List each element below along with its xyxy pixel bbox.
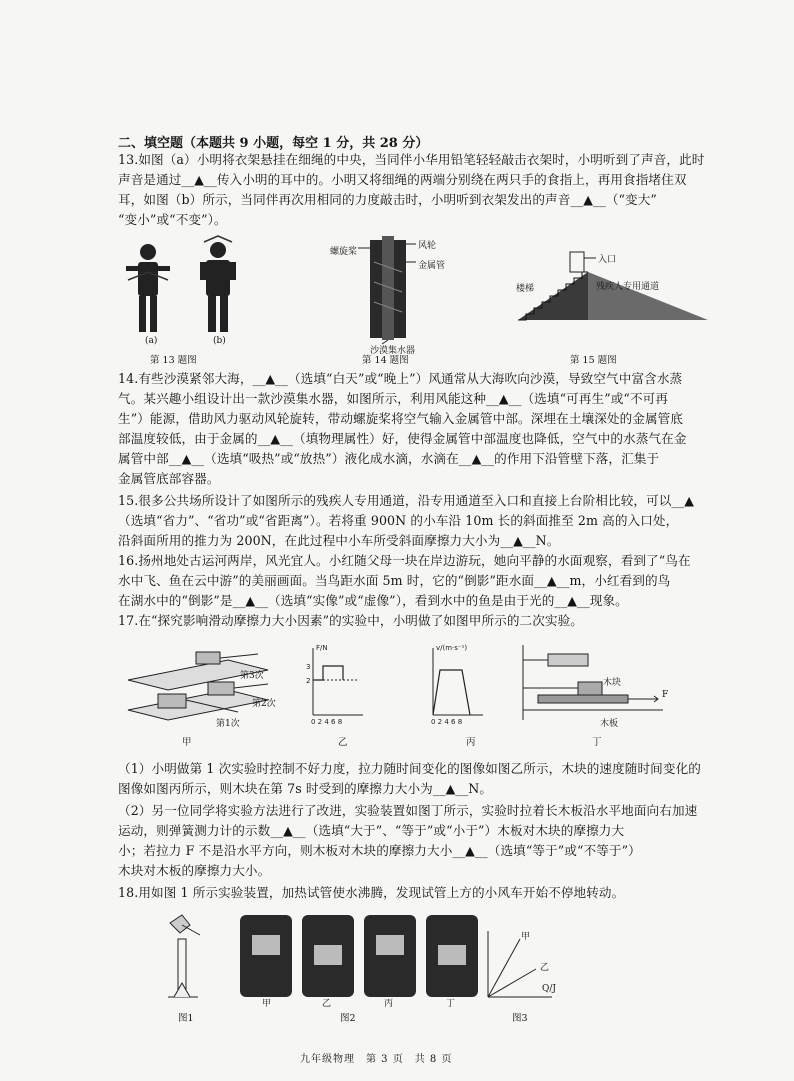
q14-line-1: 14.有些沙漠紧邻大海，__▲__（选填“白天”或“晚上”）风通常从大海吹向沙漠，导致空气中富含水蒸 [118, 371, 683, 386]
fig13-label-b: (b) [213, 336, 226, 346]
fig14-label-pipe: 金属管 [418, 261, 446, 271]
q17-p2-line-3: 小；若拉力 F 不是沿水平方向，则木板对木块的摩擦力大小__▲__（选填“等于”或“不等于”） [118, 843, 641, 858]
fig13-person-b [200, 236, 236, 332]
q14-line-5: 属管中部__▲__（选填“吸热”或“放热”）液化成水滴，水滴在__▲__的作用下沿管壁下落，汇集于 [118, 451, 660, 466]
fig14-label-wheel: 风轮 [418, 241, 437, 251]
svg-text:2: 2 [306, 677, 311, 685]
q14-line-2: 气。某兴趣小组设计出一款沙漠集水器，如图所示，利用风能这种__▲__（选填“可再生”或“不可再 [118, 391, 669, 406]
fig18-stroke-bing: 丙 [384, 999, 394, 1009]
fig17-jia-setup [128, 652, 268, 720]
fig17-bing-graph [431, 644, 483, 726]
q17-p2-line-1: （2）另一位同学将实验方法进行了改进，实验装置如图丁所示，实验时拉着长木板沿水平地面向右加速 [118, 803, 698, 818]
fig18-caption-1: 图1 [178, 1013, 194, 1024]
fig15-label-ramp: 残疾人专用通道 [596, 282, 660, 292]
fig15-caption: 第 15 题图 [570, 355, 617, 366]
q18-line-1: 18.用如图 1 所示实验装置，加热试管使水沸腾，发现试管上方的小风车开始不停地转动。 [118, 885, 625, 900]
fig18-stroke-yi: 乙 [322, 999, 332, 1009]
q17-p2-line-4: 木块对木板的摩擦力大小。 [118, 863, 271, 878]
q14-line-3: 生”）能源，借助风力驱动风轮旋转，带动螺旋桨将空气输入金属管中部。深埋在土壤深处的金属管底 [118, 411, 684, 426]
q16-line-2: 水中飞、鱼在云中游”的美丽画面。当鸟距水面 5m 时，它的“倒影”距水面__▲__m，小红看到的鸟 [118, 573, 671, 588]
fig13-caption: 第 13 题图 [150, 355, 197, 366]
q14-line-6: 金属管底部容器。 [118, 471, 220, 486]
fig14-caption: 第 14 题图 [362, 355, 409, 366]
fig18-apparatus [168, 915, 200, 997]
q17-p1-line-2: 图像如图丙所示，则木块在第 7s 时受到的摩擦力大小为__▲__N。 [118, 781, 493, 796]
fig14-label-container: 沙漠集水器 [370, 346, 416, 356]
fig15-label-entrance: 入口 [598, 255, 617, 265]
figure-row-13-15 [118, 232, 718, 360]
q14-line-4: 部温度较低，由于金属的__▲__（填物理属性）好，使得金属管中部温度也降低，空气中的水蒸气在金 [118, 431, 687, 446]
svg-text:3: 3 [306, 663, 311, 671]
fig17-caption-jia: 甲 [182, 737, 192, 748]
q15-line-2: （选填“省力”、“省功”或“省距离”）。若将重 900N 的小车沿 10m 长的斜面推至 2m 高的入口处， [118, 513, 679, 528]
fig17-caption-yi: 乙 [338, 737, 348, 748]
fig17-label-board: 木板 [600, 719, 619, 729]
page-footer: 九年级物理 第 3 页 共 8 页 [300, 1054, 453, 1065]
q13-line-4: “变小”或“不变”）。 [118, 212, 227, 227]
q15-line-3: 沿斜面所用的推力为 200N，在此过程中小车所受斜面摩擦力大小为__▲__N。 [118, 533, 560, 548]
q15-line-1: 15.很多公共场所设计了如图所示的残疾人专用通道，沿专用通道至入口和直接上台阶相比较，可以__▲ [118, 493, 695, 508]
fig17-label-trial1: 第1次 [216, 719, 240, 729]
svg-text:v/(m·s⁻¹): v/(m·s⁻¹) [436, 644, 468, 652]
fig17-yi-graph [306, 644, 363, 726]
fig18-label-Q: Q/J [542, 984, 557, 994]
fig17-ding-setup [523, 645, 663, 720]
q13-line-2: 声音是通过__▲__传入小明的耳中的。小明又将细绳的两端分别绕在两只手的食指上，再用食指堵住双 [118, 172, 687, 187]
fig18-caption-2: 图2 [340, 1013, 356, 1024]
fig18-stroke-ding: 丁 [446, 999, 456, 1009]
fig14-collector [358, 236, 416, 344]
fig18-engine-strokes [240, 915, 478, 997]
fig18-caption-3: 图3 [512, 1013, 528, 1024]
fig13-person-a [126, 244, 170, 332]
q17-p1-line-1: （1）小明做第 1 次实验时控制不好力度，拉力随时间变化的图像如图乙所示，木块的速度随时间变化的 [118, 761, 701, 776]
fig18-label-jia: 甲 [521, 932, 531, 942]
fig17-caption-bing: 丙 [466, 737, 476, 748]
fig17-label-trial2: 第2次 [252, 699, 276, 709]
svg-text:F/N: F/N [316, 644, 328, 652]
fig13-label-a: (a) [145, 336, 158, 346]
fig18-label-yi: 乙 [540, 963, 550, 973]
q17-p2-line-2: 运动，则弹簧测力计的示数__▲__（选填“大于”、“等于”或“小于”）木板对木块的摩擦力大 [118, 823, 625, 838]
q17-line-1: 17.在“探究影响滑动摩擦力大小因素”的实验中，小明做了如图甲所示的二次实验。 [118, 613, 583, 628]
q16-line-1: 16.扬州地处古运河两岸，风光宜人。小红随父母一块在岸边游玩，她向平静的水面观察，看到了“鸟在 [118, 553, 691, 568]
q13-line-1: 13.如图（a）小明将衣架悬挂在细绳的中央，当同伴小华用铅笔轻轻敲击衣架时，小明听到了声音，此时 [118, 152, 705, 167]
q16-line-3: 在湖水中的“倒影”是__▲__（选填“实像”或“虚像”），看到水中的鱼是由于光的__▲__现象。 [118, 593, 628, 608]
fig17-label-block: 木块 [603, 678, 622, 688]
svg-text:0 2 4 6 8: 0 2 4 6 8 [311, 718, 343, 726]
figure-row-17 [118, 640, 718, 745]
fig17-label-trial3: 第3次 [240, 671, 264, 681]
fig15-label-stairs: 楼梯 [516, 284, 535, 294]
fig14-label-prop: 螺旋桨 [330, 247, 358, 257]
section-heading: 二、填空题（本题共 9 小题，每空 1 分，共 28 分） [118, 136, 429, 151]
q13-line-3: 耳，如图（b）所示，当同伴再次用相同的力度敲击时，小明听到衣架发出的声音__▲__（“变大” [118, 192, 657, 207]
fig18-stroke-jia: 甲 [262, 999, 272, 1009]
svg-text:0 2 4 6 8: 0 2 4 6 8 [431, 718, 463, 726]
fig17-caption-ding: 丁 [592, 737, 602, 748]
fig17-label-F: F [662, 690, 669, 700]
